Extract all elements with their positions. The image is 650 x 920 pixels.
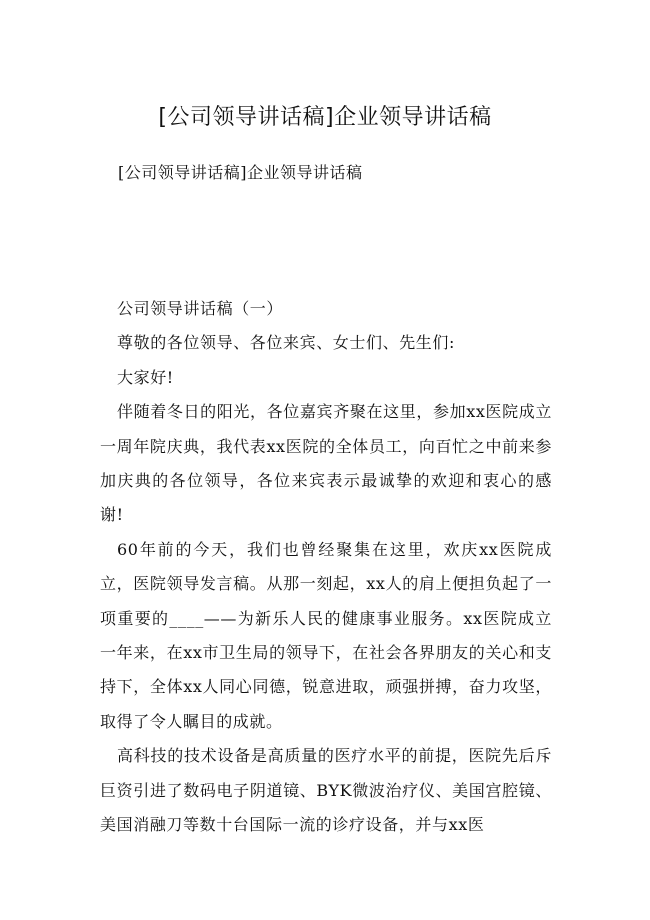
body-paragraph: 伴随着冬日的阳光，各位嘉宾齐聚在这里，参加xx医院成立一周年院庆典，我代表xx医院的全体员工，向百忙之中前来参加庆典的各位领导，各位来宾表示最诚挚的欢迎和衷心的感谢!	[100, 402, 552, 525]
greeting: 大家好!	[117, 367, 174, 387]
section-heading: 公司领导讲话稿（一）	[117, 299, 284, 318]
salutation: 尊敬的各位领导、各位来宾、女士们、先生们:	[117, 333, 455, 353]
document-body	[100, 292, 552, 843]
body-paragraph: 高科技的技术设备是高质量的医疗水平的前提，医院先后斥巨资引进了数码电子阴道镜、BYK微波治疗仪、美国宫腔镜、美国消融刀等数十台国际一流的诊疗设备，并与xx医	[100, 746, 552, 835]
document-subtitle: [公司领导讲话稿]企业领导讲话稿	[118, 163, 363, 182]
document-title: [公司领导讲话稿]企业领导讲话稿	[158, 105, 492, 130]
body-paragraph: 60年前的今天，我们也曾经聚集在这里，欢庆xx医院成立，医院领导发言稿。从那一刻起，xx人的肩上便担负起了一项重要的____——为新乐人民的健康事业服务。xx医院成立一年来，在xx市卫生局的领导下，在社会各界朋友的关心和支持下，全体xx人同心同德，锐意进取，顽强拼搏，奋力攻坚，取得了令人瞩目的成就。	[100, 539, 552, 731]
